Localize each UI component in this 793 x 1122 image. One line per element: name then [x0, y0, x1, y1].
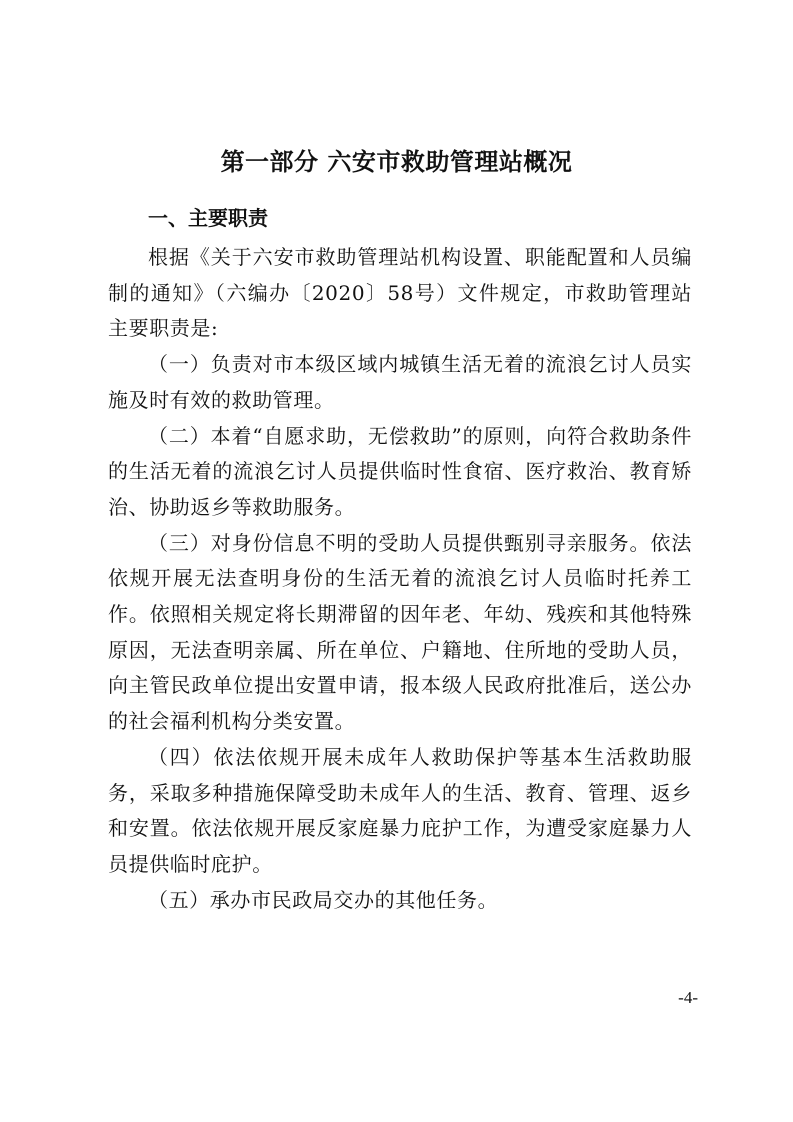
section-heading: 一、主要职责	[148, 206, 268, 230]
page-title: 第一部分 六安市救助管理站概况	[220, 147, 573, 176]
paragraph-duty-5: （五）承办市民政局交办的其他任务。	[148, 887, 499, 912]
paragraph-duty-1: （一）负责对市本级区域内城镇生活无着的流浪乞讨人员实施及时有效的救助管理。	[108, 352, 692, 412]
paragraph-duty-3: （三）对身份信息不明的受助人员提供甄别寻亲服务。依法依规开展无法查明身份的生活无着的流浪乞讨人员临时托养工作。依照相关规定将长期滞留的因年老、年幼、残疾和其他特殊原因，无法查明亲属、所在单位、户籍地、住所地的受助人员，向主管民政单位提出安置申请，报本级人民政府批准后，送公办的社会福利机构分类安置。	[108, 530, 692, 734]
body-text	[108, 240, 692, 918]
paragraph-duty-4: （四）依法依规开展未成年人救助保护等基本生活救助服务，采取多种措施保障受助未成年人的生活、教育、管理、返乡和安置。依法依规开展反家庭暴力庇护工作，为遭受家庭暴力人员提供临时庇护。	[108, 744, 692, 876]
page-number: -4-	[678, 988, 698, 1007]
paragraph-duty-2: （二）本着“自愿求助，无偿救助”的原则，向符合救助条件的生活无着的流浪乞讨人员提供临时性食宿、医疗救治、教育矫治、协助返乡等救助服务。	[108, 423, 692, 519]
paragraph-intro: 根据《关于六安市救助管理站机构设置、职能配置和人员编制的通知》（六编办〔2020〕58号）文件规定，市救助管理站主要职责是:	[108, 245, 692, 341]
